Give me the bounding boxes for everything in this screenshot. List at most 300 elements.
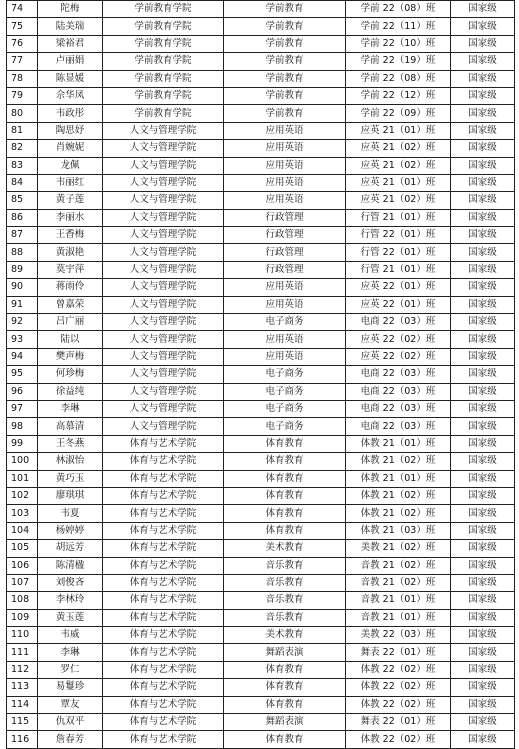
college-cell: 体育与艺术学院: [103, 453, 224, 470]
row-number-cell: 77: [7, 53, 38, 70]
class-cell: 音教 21（01）班: [346, 609, 451, 626]
class-cell: 舞表 22（01）班: [346, 714, 451, 731]
row-number-cell: 90: [7, 279, 38, 296]
student-name-cell: 黄玉莲: [38, 609, 103, 626]
major-cell: 学前教育: [224, 87, 346, 104]
table-row: [7, 557, 515, 574]
award-list-table: [6, 0, 515, 749]
student-name-cell: 曾嘉荣: [38, 296, 103, 313]
college-cell: 学前教育学院: [103, 35, 224, 52]
major-cell: 学前教育: [224, 1, 346, 18]
major-cell: 音乐教育: [224, 574, 346, 591]
row-number-cell: 91: [7, 296, 38, 313]
student-name-cell: 陆美瑞: [38, 18, 103, 35]
table-row: [7, 400, 515, 417]
award-level-cell: 国家级: [451, 400, 515, 417]
class-cell: 美教 21（02）班: [346, 540, 451, 557]
major-cell: 学前教育: [224, 35, 346, 52]
row-number-cell: 104: [7, 522, 38, 539]
class-cell: 音教 21（02）班: [346, 557, 451, 574]
award-level-cell: 国家级: [451, 418, 515, 435]
student-name-cell: 龙佩: [38, 157, 103, 174]
major-cell: 电子商务: [224, 400, 346, 417]
college-cell: 学前教育学院: [103, 105, 224, 122]
row-number-cell: 112: [7, 661, 38, 678]
college-cell: 人文与管理学院: [103, 261, 224, 278]
student-name-cell: 陀梅: [38, 1, 103, 18]
major-cell: 应用英语: [224, 279, 346, 296]
award-level-cell: 国家级: [451, 279, 515, 296]
student-name-cell: 易鬘珍: [38, 679, 103, 696]
award-level-cell: 国家级: [451, 244, 515, 261]
college-cell: 人文与管理学院: [103, 209, 224, 226]
row-number-cell: 93: [7, 331, 38, 348]
row-number-cell: 82: [7, 140, 38, 157]
major-cell: 应用英语: [224, 348, 346, 365]
award-level-cell: 国家级: [451, 574, 515, 591]
award-level-cell: 国家级: [451, 261, 515, 278]
major-cell: 体育教育: [224, 522, 346, 539]
major-cell: 体育教育: [224, 487, 346, 504]
class-cell: 体教 22（02）班: [346, 731, 451, 748]
college-cell: 体育与艺术学院: [103, 679, 224, 696]
class-cell: 体教 21（03）班: [346, 522, 451, 539]
table-row: [7, 122, 515, 139]
student-name-cell: 高慕清: [38, 418, 103, 435]
row-number-cell: 86: [7, 209, 38, 226]
table-row: [7, 418, 515, 435]
row-number-cell: 87: [7, 227, 38, 244]
student-name-cell: 李琳: [38, 400, 103, 417]
row-number-cell: 89: [7, 261, 38, 278]
award-level-cell: 国家级: [451, 609, 515, 626]
row-number-cell: 85: [7, 192, 38, 209]
class-cell: 音教 21（01）班: [346, 592, 451, 609]
college-cell: 学前教育学院: [103, 87, 224, 104]
row-number-cell: 84: [7, 174, 38, 191]
student-name-cell: 仇双平: [38, 714, 103, 731]
student-name-cell: 蒋雨伶: [38, 279, 103, 296]
row-number-cell: 105: [7, 540, 38, 557]
college-cell: 人文与管理学院: [103, 227, 224, 244]
student-name-cell: 李琳: [38, 644, 103, 661]
row-number-cell: 81: [7, 122, 38, 139]
major-cell: 体育教育: [224, 661, 346, 678]
class-cell: 应英 22（01）班: [346, 296, 451, 313]
award-level-cell: 国家级: [451, 174, 515, 191]
row-number-cell: 75: [7, 18, 38, 35]
award-level-cell: 国家级: [451, 679, 515, 696]
row-number-cell: 95: [7, 366, 38, 383]
student-name-cell: 佘华凤: [38, 87, 103, 104]
row-number-cell: 111: [7, 644, 38, 661]
award-level-cell: 国家级: [451, 505, 515, 522]
student-name-cell: 王冬燕: [38, 435, 103, 452]
major-cell: 体育教育: [224, 731, 346, 748]
table-row: [7, 192, 515, 209]
college-cell: 学前教育学院: [103, 70, 224, 87]
class-cell: 应英 21（01）班: [346, 174, 451, 191]
major-cell: 行政管理: [224, 261, 346, 278]
college-cell: 体育与艺术学院: [103, 714, 224, 731]
award-level-cell: 国家级: [451, 696, 515, 713]
college-cell: 人文与管理学院: [103, 296, 224, 313]
row-number-cell: 115: [7, 714, 38, 731]
table-row: [7, 574, 515, 591]
class-cell: 音教 21（02）班: [346, 574, 451, 591]
class-cell: 美教 22（03）班: [346, 627, 451, 644]
table-row: [7, 435, 515, 452]
class-cell: 体教 21（01）班: [346, 470, 451, 487]
table-row: [7, 209, 515, 226]
award-level-cell: 国家级: [451, 70, 515, 87]
award-level-cell: 国家级: [451, 105, 515, 122]
award-level-cell: 国家级: [451, 87, 515, 104]
award-level-cell: 国家级: [451, 366, 515, 383]
student-name-cell: 肖婉妮: [38, 140, 103, 157]
row-number-cell: 76: [7, 35, 38, 52]
award-level-cell: 国家级: [451, 140, 515, 157]
class-cell: 电商 22（03）班: [346, 366, 451, 383]
major-cell: 电子商务: [224, 366, 346, 383]
college-cell: 人文与管理学院: [103, 279, 224, 296]
student-name-cell: 廖琪琪: [38, 487, 103, 504]
major-cell: 学前教育: [224, 105, 346, 122]
college-cell: 体育与艺术学院: [103, 522, 224, 539]
student-name-cell: 何珍梅: [38, 366, 103, 383]
college-cell: 人文与管理学院: [103, 192, 224, 209]
major-cell: 体育教育: [224, 696, 346, 713]
college-cell: 体育与艺术学院: [103, 592, 224, 609]
table-row: [7, 348, 515, 365]
table-row: [7, 661, 515, 678]
row-number-cell: 116: [7, 731, 38, 748]
award-level-cell: 国家级: [451, 122, 515, 139]
college-cell: 人文与管理学院: [103, 383, 224, 400]
table-row: [7, 244, 515, 261]
table-row: [7, 714, 515, 731]
row-number-cell: 94: [7, 348, 38, 365]
award-level-cell: 国家级: [451, 453, 515, 470]
college-cell: 人文与管理学院: [103, 366, 224, 383]
class-cell: 行管 22（01）班: [346, 244, 451, 261]
major-cell: 音乐教育: [224, 557, 346, 574]
major-cell: 学前教育: [224, 53, 346, 70]
college-cell: 体育与艺术学院: [103, 696, 224, 713]
table-row: [7, 18, 515, 35]
row-number-cell: 109: [7, 609, 38, 626]
class-cell: 学前 22（12）班: [346, 87, 451, 104]
major-cell: 美术教育: [224, 627, 346, 644]
award-level-cell: 国家级: [451, 540, 515, 557]
student-name-cell: 梁裕君: [38, 35, 103, 52]
major-cell: 美术教育: [224, 540, 346, 557]
major-cell: 行政管理: [224, 209, 346, 226]
major-cell: 体育教育: [224, 470, 346, 487]
student-name-cell: 韦夏: [38, 505, 103, 522]
college-cell: 体育与艺术学院: [103, 609, 224, 626]
class-cell: 体教 22（02）班: [346, 679, 451, 696]
award-level-cell: 国家级: [451, 627, 515, 644]
row-number-cell: 98: [7, 418, 38, 435]
college-cell: 体育与艺术学院: [103, 627, 224, 644]
college-cell: 学前教育学院: [103, 53, 224, 70]
college-cell: 学前教育学院: [103, 1, 224, 18]
table-row: [7, 644, 515, 661]
award-level-cell: 国家级: [451, 296, 515, 313]
award-level-cell: 国家级: [451, 383, 515, 400]
college-cell: 体育与艺术学院: [103, 557, 224, 574]
class-cell: 舞表 22（01）班: [346, 644, 451, 661]
college-cell: 体育与艺术学院: [103, 574, 224, 591]
table-row: [7, 522, 515, 539]
table-row: [7, 731, 515, 748]
row-number-cell: 114: [7, 696, 38, 713]
award-level-cell: 国家级: [451, 522, 515, 539]
class-cell: 行管 22（01）班: [346, 227, 451, 244]
college-cell: 体育与艺术学院: [103, 731, 224, 748]
award-level-cell: 国家级: [451, 314, 515, 331]
award-level-cell: 国家级: [451, 227, 515, 244]
major-cell: 学前教育: [224, 70, 346, 87]
college-cell: 人文与管理学院: [103, 140, 224, 157]
class-cell: 体教 21（02）班: [346, 487, 451, 504]
college-cell: 人文与管理学院: [103, 122, 224, 139]
student-name-cell: 杨婷婷: [38, 522, 103, 539]
award-level-cell: 国家级: [451, 331, 515, 348]
award-level-cell: 国家级: [451, 18, 515, 35]
table-row: [7, 470, 515, 487]
award-level-cell: 国家级: [451, 661, 515, 678]
class-cell: 学前 22（11）班: [346, 18, 451, 35]
table-row: [7, 505, 515, 522]
college-cell: 人文与管理学院: [103, 331, 224, 348]
student-name-cell: 韦政彤: [38, 105, 103, 122]
student-name-cell: 陈清楹: [38, 557, 103, 574]
college-cell: 体育与艺术学院: [103, 644, 224, 661]
class-cell: 体教 21（02）班: [346, 453, 451, 470]
class-cell: 应英 22（01）班: [346, 279, 451, 296]
student-name-cell: 王香梅: [38, 227, 103, 244]
major-cell: 音乐教育: [224, 592, 346, 609]
row-number-cell: 108: [7, 592, 38, 609]
class-cell: 应英 22（02）班: [346, 331, 451, 348]
major-cell: 音乐教育: [224, 609, 346, 626]
table-row: [7, 227, 515, 244]
table-row: [7, 453, 515, 470]
row-number-cell: 74: [7, 1, 38, 18]
major-cell: 电子商务: [224, 314, 346, 331]
college-cell: 人文与管理学院: [103, 157, 224, 174]
table-row: [7, 331, 515, 348]
row-number-cell: 92: [7, 314, 38, 331]
major-cell: 体育教育: [224, 453, 346, 470]
college-cell: 体育与艺术学院: [103, 435, 224, 452]
major-cell: 行政管理: [224, 227, 346, 244]
table-row: [7, 87, 515, 104]
row-number-cell: 88: [7, 244, 38, 261]
row-number-cell: 83: [7, 157, 38, 174]
table-row: [7, 487, 515, 504]
major-cell: 学前教育: [224, 18, 346, 35]
award-level-cell: 国家级: [451, 644, 515, 661]
college-cell: 人文与管理学院: [103, 348, 224, 365]
table-row: [7, 696, 515, 713]
student-name-cell: 李林玲: [38, 592, 103, 609]
student-name-cell: 罗仁: [38, 661, 103, 678]
major-cell: 应用英语: [224, 192, 346, 209]
award-level-cell: 国家级: [451, 487, 515, 504]
table-row: [7, 279, 515, 296]
table-row: [7, 157, 515, 174]
student-name-cell: 徐益纯: [38, 383, 103, 400]
class-cell: 学前 22（10）班: [346, 35, 451, 52]
table-row: [7, 70, 515, 87]
student-name-cell: 黄巧玉: [38, 470, 103, 487]
class-cell: 体教 22（02）班: [346, 696, 451, 713]
table-row: [7, 609, 515, 626]
class-cell: 行管 21（01）班: [346, 209, 451, 226]
student-name-cell: 陆以: [38, 331, 103, 348]
table-row: [7, 35, 515, 52]
row-number-cell: 79: [7, 87, 38, 104]
table-row: [7, 1, 515, 18]
student-name-cell: 韦丽红: [38, 174, 103, 191]
major-cell: 应用英语: [224, 140, 346, 157]
major-cell: 体育教育: [224, 679, 346, 696]
college-cell: 学前教育学院: [103, 18, 224, 35]
award-level-cell: 国家级: [451, 53, 515, 70]
student-name-cell: 黄子莲: [38, 192, 103, 209]
table-row: [7, 296, 515, 313]
award-level-cell: 国家级: [451, 714, 515, 731]
major-cell: 电子商务: [224, 418, 346, 435]
class-cell: 学前 22（08）班: [346, 70, 451, 87]
class-cell: 应英 21（02）班: [346, 140, 451, 157]
row-number-cell: 110: [7, 627, 38, 644]
table-row: [7, 627, 515, 644]
college-cell: 体育与艺术学院: [103, 505, 224, 522]
row-number-cell: 101: [7, 470, 38, 487]
row-number-cell: 78: [7, 70, 38, 87]
class-cell: 应英 21（02）班: [346, 192, 451, 209]
student-name-cell: 吕广丽: [38, 314, 103, 331]
major-cell: 应用英语: [224, 122, 346, 139]
major-cell: 应用英语: [224, 157, 346, 174]
table-row: [7, 261, 515, 278]
row-number-cell: 100: [7, 453, 38, 470]
award-level-cell: 国家级: [451, 1, 515, 18]
row-number-cell: 102: [7, 487, 38, 504]
college-cell: 人文与管理学院: [103, 314, 224, 331]
row-number-cell: 96: [7, 383, 38, 400]
class-cell: 应英 21（01）班: [346, 122, 451, 139]
student-name-cell: 刘俊吝: [38, 574, 103, 591]
college-cell: 体育与艺术学院: [103, 487, 224, 504]
major-cell: 行政管理: [224, 244, 346, 261]
table-row: [7, 383, 515, 400]
student-name-cell: 樊声梅: [38, 348, 103, 365]
award-list-sheet: [6, 0, 514, 749]
row-number-cell: 80: [7, 105, 38, 122]
major-cell: 应用英语: [224, 331, 346, 348]
row-number-cell: 106: [7, 557, 38, 574]
major-cell: 电子商务: [224, 383, 346, 400]
major-cell: 舞蹈表演: [224, 714, 346, 731]
student-name-cell: 莫宇萍: [38, 261, 103, 278]
student-name-cell: 韦威: [38, 627, 103, 644]
class-cell: 电商 22（03）班: [346, 314, 451, 331]
award-level-cell: 国家级: [451, 592, 515, 609]
award-level-cell: 国家级: [451, 157, 515, 174]
college-cell: 体育与艺术学院: [103, 470, 224, 487]
student-name-cell: 卢丽娟: [38, 53, 103, 70]
award-level-cell: 国家级: [451, 348, 515, 365]
table-row: [7, 174, 515, 191]
student-name-cell: 陈显媛: [38, 70, 103, 87]
major-cell: 应用英语: [224, 296, 346, 313]
student-name-cell: 李丽水: [38, 209, 103, 226]
award-level-cell: 国家级: [451, 209, 515, 226]
class-cell: 电商 22（03）班: [346, 400, 451, 417]
class-cell: 行管 21（01）班: [346, 261, 451, 278]
student-name-cell: 覃友: [38, 696, 103, 713]
table-body: [7, 1, 515, 749]
college-cell: 人文与管理学院: [103, 174, 224, 191]
row-number-cell: 99: [7, 435, 38, 452]
class-cell: 体教 22（02）班: [346, 661, 451, 678]
table-row: [7, 53, 515, 70]
class-cell: 体教 21（01）班: [346, 435, 451, 452]
class-cell: 学前 22（08）班: [346, 1, 451, 18]
class-cell: 学前 22（19）班: [346, 53, 451, 70]
award-level-cell: 国家级: [451, 470, 515, 487]
class-cell: 学前 22（09）班: [346, 105, 451, 122]
table-row: [7, 314, 515, 331]
class-cell: 应英 21（02）班: [346, 157, 451, 174]
class-cell: 电商 22（03）班: [346, 418, 451, 435]
student-name-cell: 胡远芳: [38, 540, 103, 557]
student-name-cell: 陶思妤: [38, 122, 103, 139]
row-number-cell: 113: [7, 679, 38, 696]
row-number-cell: 107: [7, 574, 38, 591]
college-cell: 体育与艺术学院: [103, 540, 224, 557]
table-row: [7, 592, 515, 609]
student-name-cell: 黄淑艳: [38, 244, 103, 261]
table-row: [7, 679, 515, 696]
student-name-cell: 詹春芳: [38, 731, 103, 748]
award-level-cell: 国家级: [451, 731, 515, 748]
class-cell: 电商 22（03）班: [346, 383, 451, 400]
row-number-cell: 97: [7, 400, 38, 417]
student-name-cell: 林淑怡: [38, 453, 103, 470]
table-row: [7, 105, 515, 122]
row-number-cell: 103: [7, 505, 38, 522]
table-row: [7, 540, 515, 557]
major-cell: 应用英语: [224, 174, 346, 191]
award-level-cell: 国家级: [451, 35, 515, 52]
major-cell: 舞蹈表演: [224, 644, 346, 661]
table-row: [7, 366, 515, 383]
college-cell: 人文与管理学院: [103, 400, 224, 417]
major-cell: 体育教育: [224, 505, 346, 522]
college-cell: 人文与管理学院: [103, 418, 224, 435]
major-cell: 体育教育: [224, 435, 346, 452]
class-cell: 体教 21（02）班: [346, 505, 451, 522]
award-level-cell: 国家级: [451, 557, 515, 574]
table-row: [7, 140, 515, 157]
award-level-cell: 国家级: [451, 192, 515, 209]
